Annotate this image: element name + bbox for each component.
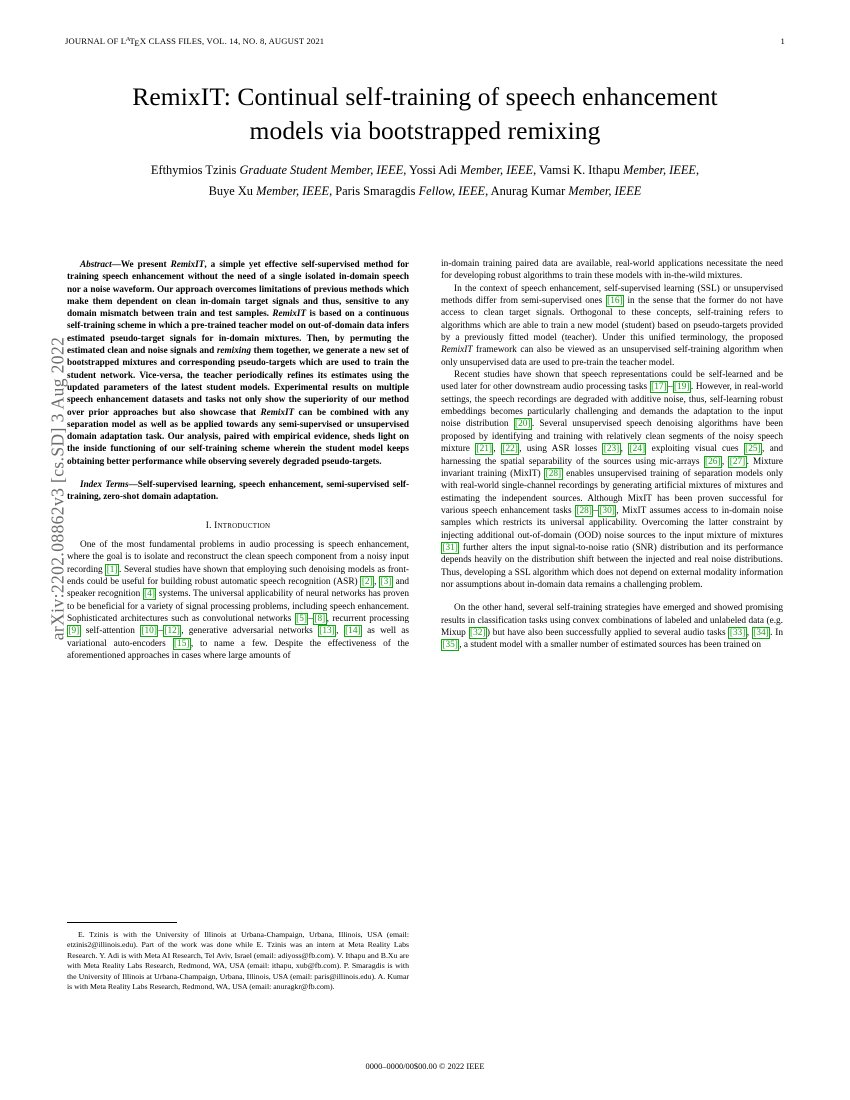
citation-link[interactable]: [25] xyxy=(745,444,761,455)
author-entry: Efthymios Tzinis Graduate Student Member, IEEE xyxy=(150,163,404,177)
section-heading-introduction: I. Introduction xyxy=(205,520,271,531)
author-entry: Anurag Kumar Member, IEEE xyxy=(490,184,642,198)
left-column xyxy=(67,258,409,662)
citation-link[interactable]: [15] xyxy=(173,638,190,649)
abstract: Abstract—We present RemixIT, a simple yet effective self-supervised method for training speech enhancement without the need of a single isolated in-domain speech nor a noise waveform. Our approach overcomes limitations of previous methods which make them dependent on clean in-domain target signals and thus, sensitive to any domain mismatch between train and test samples. RemixIT is based on a continuous self-training scheme in which a pre-trained teacher model on out-of-domain data infers estimated pseudo-target signals for in-domain mixtures. Then, by permuting the estimated clean and noise signals and remixing them together, we generate a new set of bootstrapped mixtures and corresponding pseudo-targets which are used to train the student network. Vice-versa, the teacher periodically refines its estimates using the updated parameters of the latest student models. Experimental results on multiple speech enhancement datasets and tasks not only show the superiority of our method over prior approaches but also showcase that RemixIT can be combined with any separation model as well as be applied towards any semi-supervised or unsupervised domain adaptation task. Our analysis, paired with empirical evidence, sheds light on the inside functioning of our self-training scheme wherein the student model keeps obtaining better performance while observing severely degraded pseudo-targets. xyxy=(67,259,409,466)
citation-link[interactable]: [3] xyxy=(380,577,392,588)
citation-link[interactable]: [5] xyxy=(296,614,307,625)
citation-link[interactable]: [30] xyxy=(599,505,615,516)
citation-link[interactable]: [26] xyxy=(705,456,721,467)
right-column xyxy=(441,258,783,652)
copyright-line: 0000–0000/00$00.00 © 2022 IEEE xyxy=(365,1062,485,1071)
citation-link[interactable]: [28] xyxy=(545,468,562,479)
citation-link[interactable]: [14] xyxy=(345,626,361,637)
paragraph: On the other hand, several self-training strategies have emerged and showed promising results in classification tasks using convex combinations of labeled and unlabeled data (e.g. Mixup [32]) but have also been successfully applied to several audio tasks [33], [34]. In [35], a student model with a smaller number of estimated sources has been trained on xyxy=(441,603,783,651)
running-head-left: JOURNAL OF $L^ATEX$ CLASS FILES, VOL. 14, NO. 8, AUGUST 2021 xyxy=(65,36,325,48)
author-entry: Buye Xu Member, IEEE xyxy=(208,184,330,198)
citation-link[interactable]: [27] xyxy=(729,456,746,467)
index-terms-label: Index Terms xyxy=(80,479,129,490)
footnote-rule xyxy=(67,922,177,923)
abstract-label: Abstract xyxy=(80,259,112,269)
citation-link[interactable]: [1] xyxy=(106,564,118,575)
page-number: 1 xyxy=(780,36,785,46)
author-entry: Paris Smaragdis Fellow, IEEE xyxy=(335,184,486,198)
citation-link[interactable]: [10] xyxy=(141,626,157,637)
citation-link[interactable]: [8] xyxy=(314,614,326,625)
citation-link[interactable]: [2] xyxy=(361,577,373,588)
citation-link[interactable]: [33] xyxy=(729,627,746,638)
citation-link[interactable]: [20] xyxy=(515,419,531,430)
citation-link[interactable]: [34] xyxy=(753,627,769,638)
author-list: Efthymios Tzinis Graduate Student Member, IEEE, Yossi Adi Member, IEEE, Vamsi K. Ithapu Member, IEEE, Buye Xu Member, IEEE, Paris Smaragdis Fellow, IEEE, Anurag Kumar Member, IEEE xyxy=(150,163,700,198)
citation-link[interactable]: [19] xyxy=(674,382,690,393)
citation-link[interactable]: [9] xyxy=(68,626,80,637)
citation-link[interactable]: [12] xyxy=(164,626,180,637)
citation-link[interactable]: [16] xyxy=(607,296,623,307)
latex-logo: $L^ATEX$ xyxy=(120,36,147,48)
citation-link[interactable]: [23] xyxy=(603,444,620,455)
citation-link[interactable]: [4] xyxy=(144,589,156,600)
paragraph: in-domain training paired data are available, real-world applications necessitate the need for developing robust algorithms to train these models with in-the-wild mixtures. xyxy=(441,259,783,282)
index-terms: Index Terms—Self-supervised learning, speech enhancement, semi-supervised self-training, zero-shot domain adaptation. xyxy=(67,479,410,502)
footnote-affiliations: E. Tzinis is with the University of Illinois at Urbana-Champaign, Urbana, Illinois, USA (email: etzinis2@illinois.edu). Part of the work was done while E. Tzinis was an intern at Meta Reality Labs Research. Y. Adi is with Meta AI Research, Tel Aviv, Israel (email: adiyoss@fb.com). V. Ithapu and B.Xu are with Meta Reality Labs Research, Redmond, WA, USA (email: ithapu, xub@fb.com). P. Smaragdis is with the University of Illinois at Urbana-Champaign, Urbana, Illinois, USA (email: paris@illinois.edu). A. Kumar is with Meta Reality Labs Research, Redmond, WA, USA (email: anuragkr@fb.com). xyxy=(67,930,409,992)
page-title: RemixIT: Continual self-training of speech enhancement models via bootstrapped remixing xyxy=(132,82,718,145)
citation-link[interactable]: [13] xyxy=(319,626,335,637)
citation-link[interactable]: [17] xyxy=(651,382,667,393)
paragraph: One of the most fundamental problems in audio processing is speech enhancement, where the goal is to isolate and reconstruct the clean speech component from a noisy input recording [1]. Several studies have shown that employing such denoising models as front-ends could be useful for building robust automatic speech recognition (ASR) [2], [3] and speaker recognition [4] systems. The universal applicability of neural networks has proven to be beneficial for a variety of signal processing problems, including speech enhancement. Sophisticated architectures such as convolutional networks [5]–[8], recurrent processing [9] self-attention [10]–[12], generative adversarial networks [13], [14] as well as variational auto-encoders [15], to name a few. Despite the effectiveness of the aforementioned approaches in cases where large amounts of xyxy=(67,539,410,662)
citation-link[interactable]: [31] xyxy=(442,542,458,553)
citation-link[interactable]: [21] xyxy=(476,444,493,455)
paragraph: In the context of speech enhancement, self-supervised learning (SSL) or unsupervised methods differ from semi-supervised ones [16] in the sense that the former do not have access to clean target signals. Orthogonal to these concepts, self-training refers to algorithms which are able to train a new model (student) based on pseudo-targets provided by a previously fitted model (teacher). Under this unified terminology, the proposed RemixIT framework can also be viewed as an unsupervised self-training algorithm when only unsupervised data are used to pre-train the teacher model. xyxy=(441,283,783,368)
citation-link[interactable]: [35] xyxy=(442,640,458,651)
citation-link[interactable]: [28] xyxy=(576,505,592,516)
author-entry: Vamsi K. Ithapu Member, IEEE xyxy=(539,163,696,177)
author-entry: Yossi Adi Member, IEEE xyxy=(409,163,534,177)
running-head xyxy=(65,36,785,46)
citation-link[interactable]: [32] xyxy=(470,627,486,638)
paragraph: Recent studies have shown that speech representations could be self-learned and be used later for other downstream audio processing tasks [17]–[19]. However, in real-world settings, the speech recordings are degraded with additive noise, thus, self-learning robust embeddings becomes particularly challenging and demands the adaptation to the input noise distribution [20]. Several unsupervised speech denoising algorithms have been proposed by identifying and training with relatively clean segments of the noisy speech mixture [21], [22], using ASR losses [23], [24] exploiting visual cues [25], and harnessing the spatial separability of the sources using mic-arrays [26], [27]. Mixture invariant training (MixIT) [28] enables unsupervised training of separation models only with real-world single-channel recordings by generating artificial mixtures of mixtures and estimating the independent sources. Although MixIT has been proven successful for various speech enhancement tasks [28]–[30], MixIT assumes access to in-domain noise samples which restricts its universal applicability. Overcoming the latter constraint by injecting additional out-of-domain (OOD) noise sources to the input mixture of mixtures [31] further alters the input signal-to-noise ratio (SNR) distribution and its performance depends heavily on the distribution shift between the injected and real noise distributions. Thus, developing a SSL algorithm which does not depend on external modality information nor assumptions about in-domain data remains a challenging problem. xyxy=(441,370,783,590)
citation-link[interactable]: [24] xyxy=(629,444,646,455)
citation-link[interactable]: [22] xyxy=(502,444,518,455)
arxiv-stamp: arXiv:2202.08862v3 [cs.SD] 3 Aug 2022 xyxy=(47,336,68,641)
